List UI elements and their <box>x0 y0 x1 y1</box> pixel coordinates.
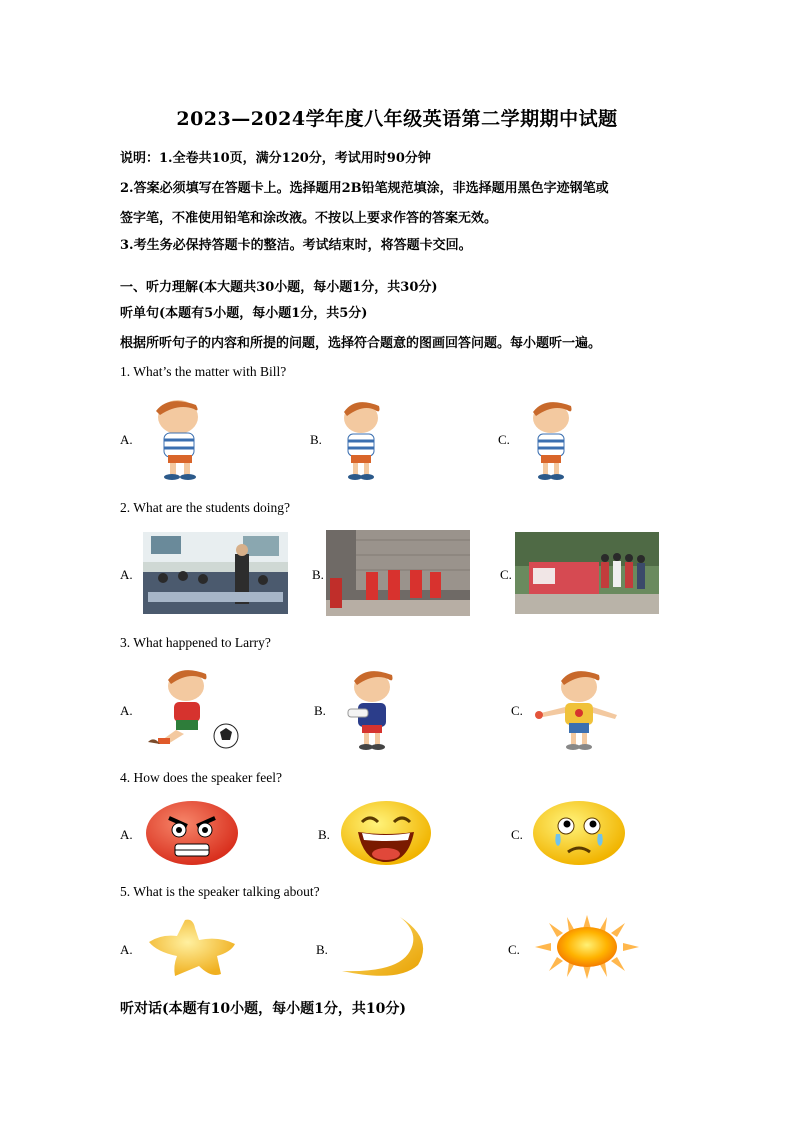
sun-icon <box>535 915 639 979</box>
q1-option-c-label: C. <box>498 432 510 447</box>
question-2: 2. What are the students doing? <box>120 500 290 515</box>
q4-option-b-label: B. <box>318 827 330 842</box>
laughing-face-icon <box>340 800 432 866</box>
boy-broken-arm-image <box>340 667 406 751</box>
boy-headache-image <box>333 398 393 480</box>
question-4: 4. How does the speaker feel? <box>120 770 282 785</box>
q3-option-c-label: C. <box>511 703 523 718</box>
boy-burnt-hand-image <box>527 667 625 751</box>
q1-option-b-label: B. <box>310 432 322 447</box>
boy-hurt-leg-image <box>140 666 242 750</box>
part-2-heading: 听对话(本题有10小题，每小题1分，共10分) <box>120 1001 406 1017</box>
q1-option-a-label: A. <box>120 432 133 447</box>
star-icon <box>145 916 239 980</box>
angry-face-icon <box>145 800 239 866</box>
q5-option-a-label: A. <box>120 942 133 957</box>
q2-option-a-label: A. <box>120 567 133 582</box>
note-3: 3.考生务必保持答题卡的整洁。考试结束时，将答题卡交回。 <box>120 238 472 253</box>
q4-option-c-label: C. <box>511 827 523 842</box>
part-1-heading: 听单句(本题有5小题，每小题1分，共5分) <box>120 306 368 321</box>
question-5: 5. What is the speaker talking about? <box>120 884 320 899</box>
q4-option-a-label: A. <box>120 827 133 842</box>
moon-icon <box>338 915 430 979</box>
note-1: 说明：1.全卷共10页，满分120分，考试用时90分钟 <box>120 151 431 166</box>
boy-stomachache-image <box>138 395 228 480</box>
q5-option-b-label: B. <box>316 942 328 957</box>
q2-option-b-label: B. <box>312 567 324 582</box>
question-1: 1. What’s the matter with Bill? <box>120 364 287 379</box>
outdoor-event-photo <box>515 532 659 614</box>
question-3: 3. What happened to Larry? <box>120 635 271 650</box>
boy-toothache-image <box>521 398 589 480</box>
crying-face-icon <box>532 800 626 866</box>
note-2a: 2.答案必须填写在答题卡上。选择题用2B铅笔规范填涂，非选择题用黑色字迹钢笔或 <box>120 181 609 196</box>
page-title: 2023—2024学年度八年级英语第二学期期中试题 <box>176 108 618 130</box>
section-heading: 一、听力理解(本大题共30小题，每小题1分，共30分) <box>120 280 438 295</box>
students-line-photo <box>326 530 470 616</box>
q3-option-a-label: A. <box>120 703 133 718</box>
q5-option-c-label: C. <box>508 942 520 957</box>
classroom-photo <box>143 532 288 614</box>
instruction: 根据所听句子的内容和所提的问题，选择符合题意的图画回答问题。每小题听一遍。 <box>120 336 602 351</box>
note-2b: 签字笔，不准使用铅笔和涂改液。不按以上要求作答的答案无效。 <box>120 211 498 226</box>
q2-option-c-label: C. <box>500 567 512 582</box>
q3-option-b-label: B. <box>314 703 326 718</box>
